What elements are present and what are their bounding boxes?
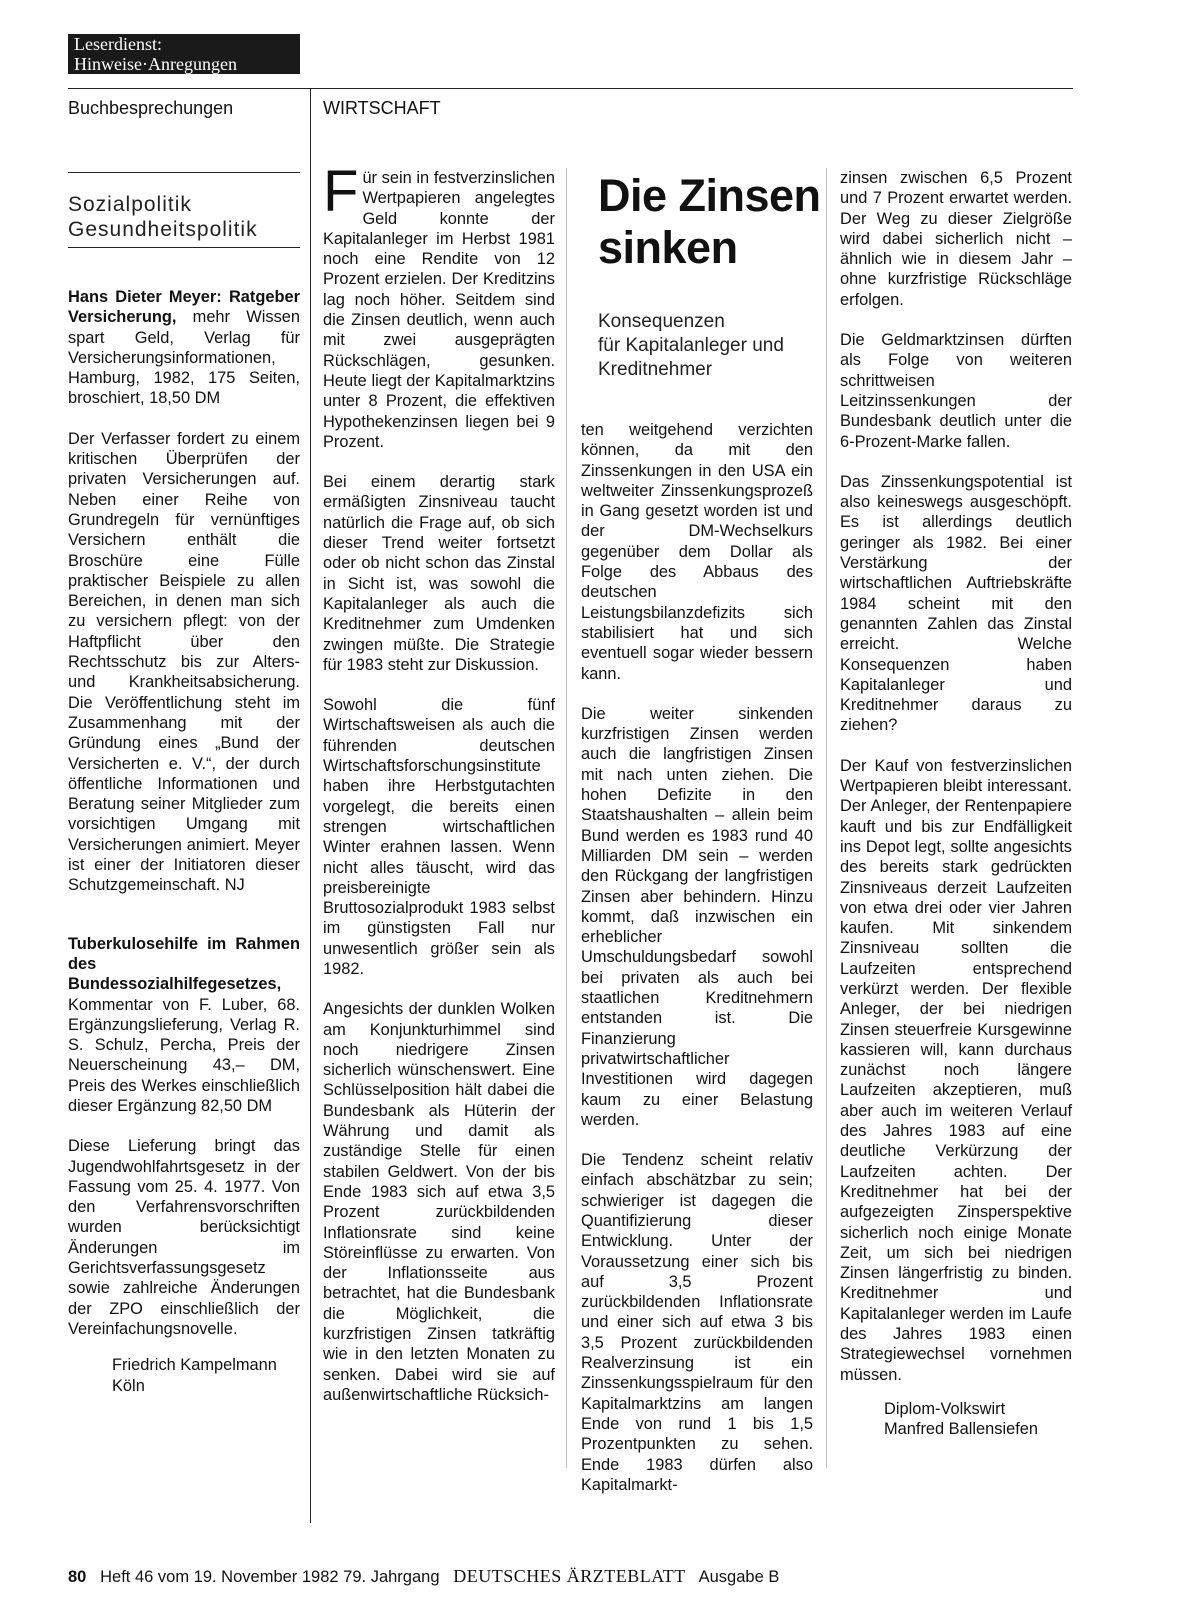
article-paragraph: zinsen zwischen 6,5 Prozent und 7 Prozent erwartet werden. Der Weg zu dieser Zielgröße wird dabei sicherlich nicht – ähnlich wie in diesem Jahr – ohne kurzfristige Rückschläge erfolgen. — [840, 169, 1072, 309]
top-rule — [68, 88, 1073, 89]
review-2-title: Tuberkulosehilfe im Rahmen des Bundessozialhilfegesetzes, — [68, 934, 300, 994]
article-divider-2 — [826, 168, 827, 1468]
review-1-title: Hans Dieter Meyer: Ratgeber Versicherung, — [68, 288, 300, 327]
badge-line-1: Leserdienst: — [74, 34, 162, 54]
article-paragraph: Der Kauf von festverzinslichen Wertpapieren bleibt interessant. Der Anleger, der Rentenpapiere kauft und bis zur Endfälligkeit ins Depot legt, sollte angesichts des bereits stark gedrückten Zinsniveaus derzeit Laufzeiten von etwa drei oder vier Jahren kaufen. Mit sinkendem Zinsniveau sollten die Laufzeiten entsprechend verkürzt werden. Der flexible Anleger, der bei niedrigen Zinsen steuerfreie Kursgewinne kassieren will, kann durchaus zunächst noch längere Laufzeiten akzeptieren, muß aber auch im weiteren Verlauf des Jahres 1983 auf eine deutliche Verkürzung der Laufzeiten achten. Der Kreditnehmer hat bei der aufgezeigten Zinsperspektive sicherlich noch einige Monate Zeit, um sich bei niedrigen Zinsen längerfristig zu binden. Kreditnehmer und Kapitalanleger werden im Laufe des Jahres 1983 einen Strategiewechsel vornehmen müssen. — [840, 756, 1072, 1384]
article-paragraph: Bei einem derartig stark ermäßigten Zinsniveau taucht natürlich die Frage auf, ob sich dieser Trend weiter fortsetzt oder ob nicht schon das Zinstal in Sicht ist, was sowohl die Kapitalanleger als auch die Kreditnehmer zum Umdenken zwingen müßte. Die Strategie für 1983 steht zur Diskussion. — [323, 473, 555, 674]
article-paragraph: Das Zinssenkungspotential ist also keineswegs ausgeschöpft. Es ist allerdings deutlich geringer als 1982. Bei einer Verstärkung der wirtschaftlichen Auftriebskräfte 1984 scheint mit den genannten Zahlen das Zinstal erreicht. Welche Konsequenzen haben Kapitalanleger und Kreditnehmer daraus zu ziehen? — [840, 472, 1072, 735]
article-paragraph: ten weitgehend verzichten können, da mit den Zinssenkungen in den USA ein weltweiter Zinssenkungsprozeß in Gang gesetzt worden ist und der DM-Wechselkurs gegenüber dem Dollar als Folge des Abbaus des deutschen Leistungsbilanzdefizits sich stabilisiert hat und sich eventuell sogar wieder bessern kann. — [581, 421, 813, 683]
review-2-signature-city: Köln — [112, 1376, 145, 1395]
article-paragraph: Die Geldmarktzinsen dürften als Folge von weiteren schrittweisen Leitzinssenkungen der Bundesbank deutlich unter die 6-Prozent-Marke fallen. — [840, 331, 1072, 451]
article-column-3 — [840, 168, 1072, 1460]
article-paragraph: Sowohl die fünf Wirtschaftsweisen als auch die führenden deutschen Wirtschaftsforschungsinstitute haben ihre Herbstgutachten vorgelegt, die bereits einen strengen wirtschaftlichen Winter erahnen lassen. Wenn nicht alles täuscht, wird das preisbereinigte Bruttosozialprodukt 1983 selbst im günstigsten Fall nur unwesentlich größer sein als 1982. — [323, 696, 555, 978]
article-paragraph: Die weiter sinkenden kurzfristigen Zinsen werden auch die langfristigen Zinsen mit nach unten ziehen. Die hohen Defizite in den Staatshaushalten – allein beim Bund werden es 1983 rund 40 Milliarden DM sein – werden den Rückgang der langfristigen Zinsen aber behindern. Hinzu kommt, daß inzwischen ein erheblicher Umschuldungsbedarf sowohl bei privaten als auch bei staatlichen Kreditnehmern entstanden ist. Die Finanzierung privatwirtschaftlicher Investitionen wird dagegen kaum zu einer Belastung werden. — [581, 704, 813, 1129]
review-1-details: mehr Wissen spart Geld, Verlag für Versicherungsinformationen, Hamburg, 1982, 175 Seiten, broschiert, 18,50 DM — [68, 308, 300, 408]
review-1-body: Der Verfasser fordert zu einem kritischen Überprüfen der privaten Versicherungen auf. Neben einer Reihe von Grundregeln für vernünftiges Versichern enthält die Broschüre eine Fülle praktischer Beispiele zu allen Bereichen, in denen man sich zu versichern pflegt: von der Haftpflicht über den Rechtsschutz bis zur Alters- und Krankheitsabsicherung. Die Veröffentlichung steht im Zusammenhang mit der Gründung eines „Bund der Versicherten e. V.“, der durch öffentliche Informationen und Beratung seiner Mitglieder zum vorsichtigen Umgang mit Versicherungen animiert. Meyer ist einer der Initiatoren dieser Schutzgemeinschaft. NJ — [68, 429, 300, 895]
sidebar-rule-top — [68, 172, 300, 173]
article-subheading: Konsequenzen für Kapitalanleger und Kreditnehmer — [598, 311, 784, 380]
page-number: 80 — [68, 1568, 87, 1586]
sidebar-heading — [68, 192, 298, 242]
badge-line-2: Hinweise·Anregungen — [74, 54, 237, 74]
journal-name: DEUTSCHES ÄRZTEBLATT — [453, 1566, 686, 1586]
edition: Ausgabe B — [698, 1568, 780, 1586]
issue-info: Heft 46 vom 19. November 1982 79. Jahrgang — [100, 1568, 440, 1586]
review-2-signature — [68, 1355, 300, 1396]
column-divider — [310, 88, 311, 1523]
review-2-body: Diese Lieferung bringt das Jugendwohlfahrtsgesetz in der Fassung vom 25. 4. 1977. Von den Verfahrensvorschriften wurden berücksichtigt Änderungen im Gerichtsverfassungsgesetz sowie zahlreiche Änderungen der ZPO einschließlich der Vereinfachungsnovelle. — [68, 1137, 300, 1338]
article-paragraph: Die Tendenz scheint relativ einfach abschätzbar zu sein; schwieriger ist dagegen die Quantifizierung dieser Entwicklung. Unter der Voraussetzung einer sich bis auf 3,5 Prozent zurückbildenden Inflationsrate und einer sich auf etwa 3 bis 3,5 Prozent zurückbildenden Realverzinsung ist ein Zinssenkungsspielraum für den Kapitalmarktzins am langen Ende von rund 1 bis 1,5 Prozentpunkten zu sehen. Ende 1983 dürfen also Kapitalmarkt- — [581, 1151, 813, 1494]
sidebar-heading-line-2: Gesundheitspolitik — [68, 218, 258, 241]
author-name: Manfred Ballensiefen — [884, 1420, 1038, 1439]
article-divider-1 — [566, 168, 567, 1468]
section-label-economy: WIRTSCHAFT — [323, 98, 441, 118]
author-title: Diplom-Volkswirt — [884, 1399, 1006, 1418]
review-2-signature-name: Friedrich Kampelmann — [112, 1356, 277, 1375]
review-1-citation — [68, 287, 300, 409]
page-footer — [68, 1566, 779, 1587]
article-signature — [840, 1399, 1072, 1440]
article-paragraph: Angesichts der dunklen Wolken am Konjunkturhimmel sind noch niedrigere Zinsen sicherlich wünschenswert. Eine Schlüsselposition hält dabei die Bundesbank als Hüterin der Währung und damit als zuständige Stelle für einen stabilen Geldwert. Von der bis Ende 1983 sich auf etwa 3,5 Prozent zurückbildenden Inflationsrate sind keine Störeinflüsse zu erwarten. Von der Inflationsseite aus betrachtet, hat die Bundesbank die Möglichkeit, die kurzfristigen Zinsen tatkräftig wie in den letzten Monaten zu senken. Dabei wird sie auf außenwirtschaftliche Rücksich- — [323, 1000, 555, 1404]
sidebar-reviews — [68, 287, 300, 1416]
article-paragraph: Für sein in festverzinslichen Wertpapieren angelegtes Geld konnte der Kapitalanleger im Herbst 1981 noch eine Rendite von 12 Prozent erzielen. Der Kreditzins lag noch höher. Seitdem sind die Zinsen deutlich, wenn auch mit zwei ausgeprägten Rückschlägen, gesunken. Heute liegt der Kapitalmarktzins unter 8 Prozent, die effektiven Hypothekenzinsen liegen bei 9 Prozent. — [323, 159, 555, 451]
sidebar-heading-line-1: Sozialpolitik — [68, 193, 192, 216]
sidebar-rule-bottom — [68, 247, 300, 248]
article-headline: Die Zinsen sinken — [598, 170, 821, 273]
article-column-1 — [323, 159, 555, 1425]
review-2-details: Kommentar von F. Luber, 68. Ergänzungslieferung, Verlag R. S. Schulz, Percha, Preis der Neuerscheinung 43,– DM, Preis des Werkes einschließlich dieser Ergänzung 82,50 DM — [68, 995, 300, 1115]
article-column-2 — [581, 420, 813, 1515]
section-label-books: Buchbesprechungen — [68, 98, 234, 118]
review-2-citation — [68, 934, 300, 1117]
leserdienst-badge — [68, 34, 300, 74]
dropcap: F — [323, 159, 359, 224]
